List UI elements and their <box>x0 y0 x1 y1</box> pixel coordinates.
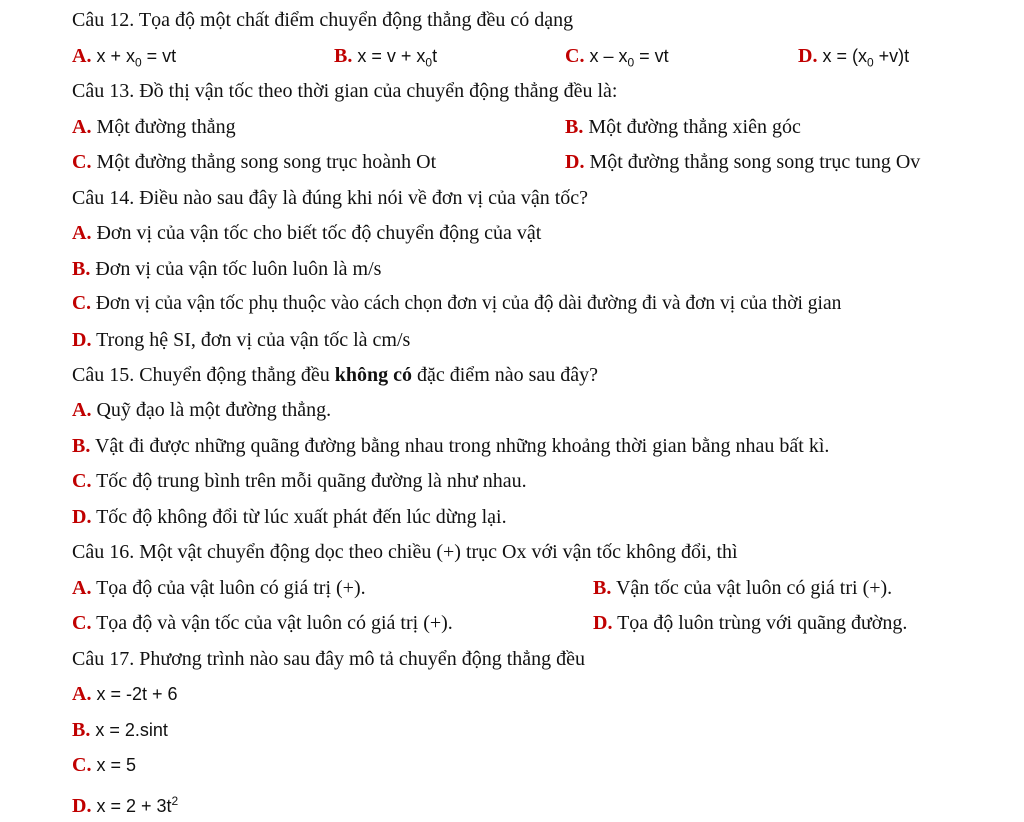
option-formula: x = -2t + 6 <box>96 684 178 704</box>
q14-option-a[interactable] <box>72 221 541 245</box>
formula-part: x = v + x <box>357 46 426 66</box>
option-text: Tọa độ và vận tốc của vật luôn có giá trị (+). <box>96 612 453 634</box>
q14-stem: Câu 14. Điều nào sau đây là đúng khi nói về đơn vị của vận tốc? <box>72 187 589 209</box>
formula-part: = vt <box>634 46 669 66</box>
q12-b-formula <box>357 46 438 70</box>
option-label: B. <box>334 45 353 67</box>
q13-stem: Câu 13. Đồ thị vận tốc theo thời gian của chuyển động thẳng đều là: <box>72 80 618 102</box>
option-formula: x = 5 <box>96 755 136 775</box>
q17-option-b[interactable] <box>72 718 168 742</box>
option-text: Tọa độ của vật luôn có giá trị (+). <box>96 577 366 599</box>
q12-option-a[interactable] <box>72 44 176 75</box>
option-label: D. <box>72 506 92 528</box>
q13-option-c[interactable] <box>72 150 436 174</box>
formula-subscript: 0 <box>425 55 433 70</box>
formula-part: x = (x <box>822 46 867 66</box>
q16-option-d[interactable] <box>593 611 907 635</box>
option-text: Tốc độ trung bình trên mỗi quãng đường là như nhau. <box>96 470 527 492</box>
stem-emphasis: không có <box>334 364 412 386</box>
option-label: D. <box>72 795 92 817</box>
stem-text: đặc điểm nào sau đây? <box>412 364 599 386</box>
option-label: A. <box>72 399 92 421</box>
option-label: C. <box>72 151 92 173</box>
option-text: Một đường thẳng song song trục hoành Ot <box>96 151 437 173</box>
option-text: Vật đi được những quãng đường bằng nhau trong những khoảng thời gian bằng nhau bất kì. <box>94 435 830 457</box>
q17-option-a[interactable] <box>72 682 178 706</box>
option-label: C. <box>72 754 92 776</box>
q12-option-c[interactable] <box>565 44 669 75</box>
option-text: Tọa độ luôn trùng với quãng đường. <box>617 612 908 634</box>
q16-option-b[interactable] <box>593 576 892 600</box>
option-label: B. <box>72 719 91 741</box>
option-text: Đơn vị của vận tốc phụ thuộc vào cách chọn đơn vị của độ dài đường đi và đơn vị của thời gian <box>95 293 842 314</box>
option-label: B. <box>565 116 584 138</box>
option-text: Một đường thẳng xiên góc <box>588 116 801 138</box>
formula-part: x + x <box>96 46 135 66</box>
q12-option-b[interactable] <box>334 44 437 75</box>
option-label: D. <box>72 329 92 351</box>
formula-superscript: 2 <box>171 794 179 808</box>
option-label: A. <box>72 577 92 599</box>
q12-stem: Câu 12. Tọa độ một chất điểm chuyển động thẳng đều có dạng <box>72 9 574 31</box>
q12-d-formula <box>822 46 910 70</box>
option-text: Đơn vị của vận tốc luôn luôn là m/s <box>95 258 382 280</box>
option-label: C. <box>72 293 91 314</box>
formula-part: +v)t <box>873 46 910 66</box>
option-text: Một đường thẳng song song trục tung Ov <box>589 151 921 173</box>
formula-part: t <box>432 46 438 66</box>
q15-option-d[interactable] <box>72 505 507 529</box>
q13-option-b[interactable] <box>565 115 801 139</box>
option-label: B. <box>72 258 91 280</box>
option-label: C. <box>72 470 92 492</box>
option-text: Vận tốc của vật luôn có giá tri (+). <box>615 577 893 599</box>
q15-option-c[interactable] <box>72 469 527 493</box>
q15-option-b[interactable] <box>72 434 829 458</box>
option-label: D. <box>565 151 585 173</box>
formula-part: x – x <box>589 46 628 66</box>
q17-option-d[interactable] <box>72 789 178 818</box>
option-label: A. <box>72 45 92 67</box>
option-label: B. <box>593 577 612 599</box>
formula-part: x = 2 + 3t <box>96 796 172 816</box>
option-label: A. <box>72 116 92 138</box>
q13-option-a[interactable] <box>72 115 236 139</box>
option-text: Một đường thẳng <box>96 116 236 138</box>
q14-option-b[interactable] <box>72 257 381 281</box>
q17-stem: Câu 17. Phương trình nào sau đây mô tả chuyển động thẳng đều <box>72 648 585 670</box>
option-text: Quỹ đạo là một đường thẳng. <box>96 399 332 421</box>
formula-subscript: 0 <box>627 55 635 70</box>
q15-option-a[interactable] <box>72 398 331 422</box>
option-label: A. <box>72 683 92 705</box>
q14-option-c[interactable] <box>72 292 841 316</box>
formula-subscript: 0 <box>134 55 142 70</box>
option-label: A. <box>72 222 92 244</box>
formula-subscript: 0 <box>866 55 874 70</box>
q12-a-formula <box>96 46 177 70</box>
q15-stem <box>72 363 598 387</box>
q16-stem: Câu 16. Một vật chuyển động dọc theo chiều (+) trục Ox với vận tốc không đổi, thì <box>72 541 738 563</box>
q17-option-c[interactable] <box>72 753 136 777</box>
option-label: B. <box>72 435 91 457</box>
option-label: C. <box>72 612 92 634</box>
stem-text: Câu 15. Chuyển động thẳng đều <box>72 364 335 386</box>
q14-option-d[interactable] <box>72 328 410 352</box>
q13-option-d[interactable] <box>565 150 920 174</box>
q12-c-formula <box>589 46 669 70</box>
option-text: Trong hệ SI, đơn vị của vận tốc là cm/s <box>96 329 411 351</box>
option-text: Đơn vị của vận tốc cho biết tốc độ chuyển động của vật <box>96 222 542 244</box>
option-label: D. <box>798 45 818 67</box>
option-label: C. <box>565 45 585 67</box>
formula-part: = vt <box>141 46 177 66</box>
option-formula <box>96 796 178 816</box>
option-label: D. <box>593 612 613 634</box>
option-text: Tốc độ không đổi từ lúc xuất phát đến lúc dừng lại. <box>96 506 507 528</box>
q16-option-a[interactable] <box>72 576 366 600</box>
q12-option-d[interactable] <box>798 44 909 75</box>
q16-option-c[interactable] <box>72 611 453 635</box>
option-formula: x = 2.sint <box>95 720 168 740</box>
